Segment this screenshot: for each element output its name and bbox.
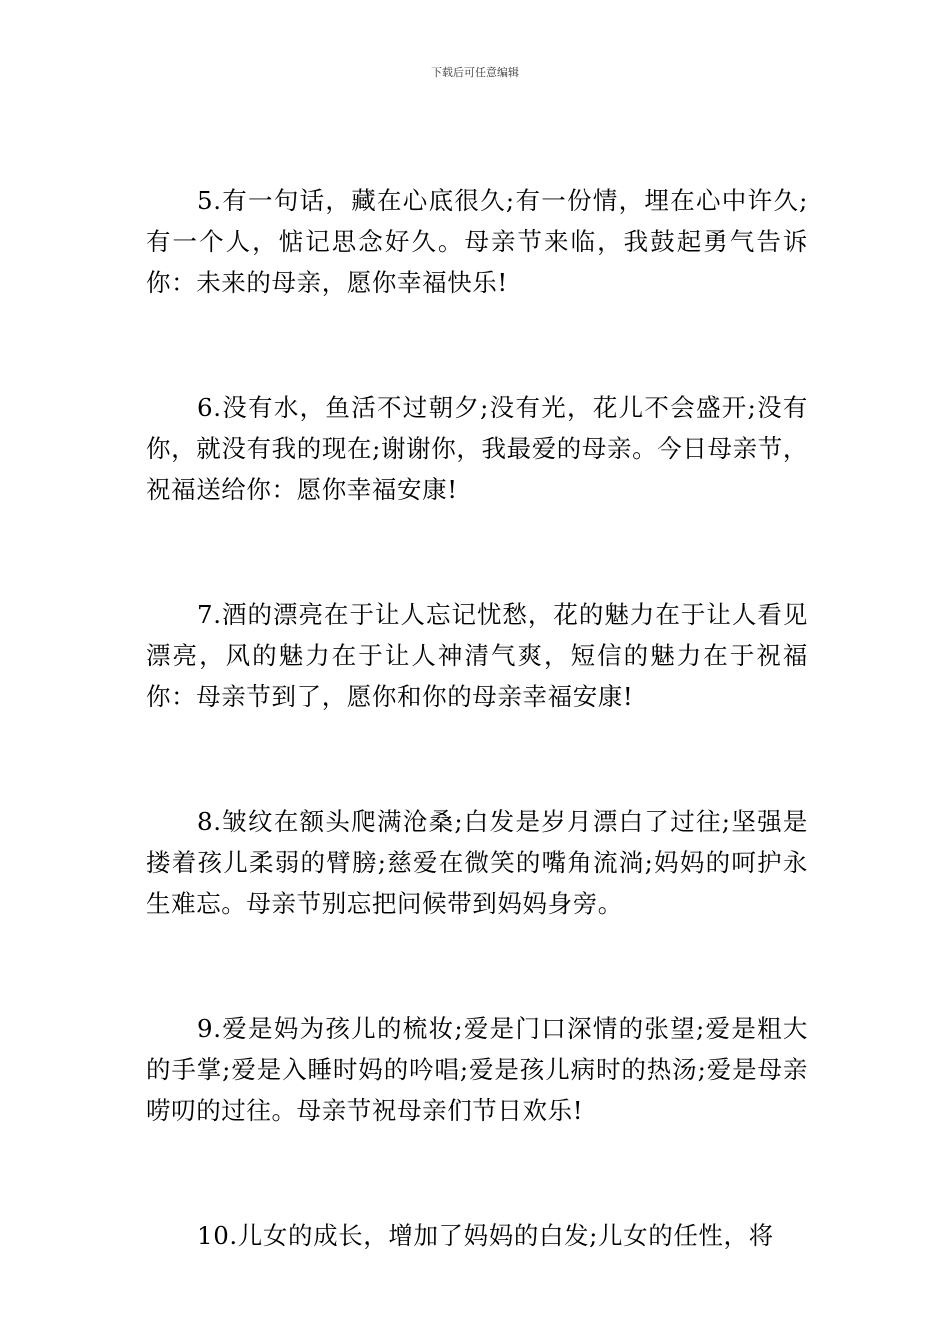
paragraph-6: 6.没有水，鱼活不过朝夕;没有光，花儿不会盛开;没有你，就没有我的现在;谢谢你，我最爱的母亲。今日母亲节，祝福送给你：愿你幸福安康!: [146, 393, 808, 504]
paragraph-9: 9.爱是妈为孩儿的梳妆;爱是门口深情的张望;爱是粗大的手掌;爱是入睡时妈的吟唱;爱是孩儿病时的热汤;爱是母亲唠叨的过往。母亲节祝母亲们节日欢乐!: [146, 1014, 808, 1125]
page-header: 下载后可任意编辑: [431, 66, 519, 79]
document-body: [146, 180, 808, 1256]
paragraph-7: 7.酒的漂亮在于让人忘记忧愁，花的魅力在于让人看见漂亮，风的魅力在于让人神清气爽，短信的魅力在于祝福你：母亲节到了，愿你和你的母亲幸福安康!: [146, 600, 808, 711]
paragraph-5: 5.有一句话，藏在心底很久;有一份情，埋在心中许久;有一个人，惦记思念好久。母亲节来临，我鼓起勇气告诉你：未来的母亲，愿你幸福快乐!: [146, 186, 808, 297]
paragraph-10: 10.儿女的成长，增加了妈妈的白发;儿女的任性，将: [197, 1221, 774, 1250]
paragraph-8: 8.皱纹在额头爬满沧桑;白发是岁月漂白了过往;坚强是搂着孩儿柔弱的臂膀;慈爱在微笑的嘴角流淌;妈妈的呵护永生难忘。母亲节别忘把问候带到妈妈身旁。: [146, 807, 808, 918]
